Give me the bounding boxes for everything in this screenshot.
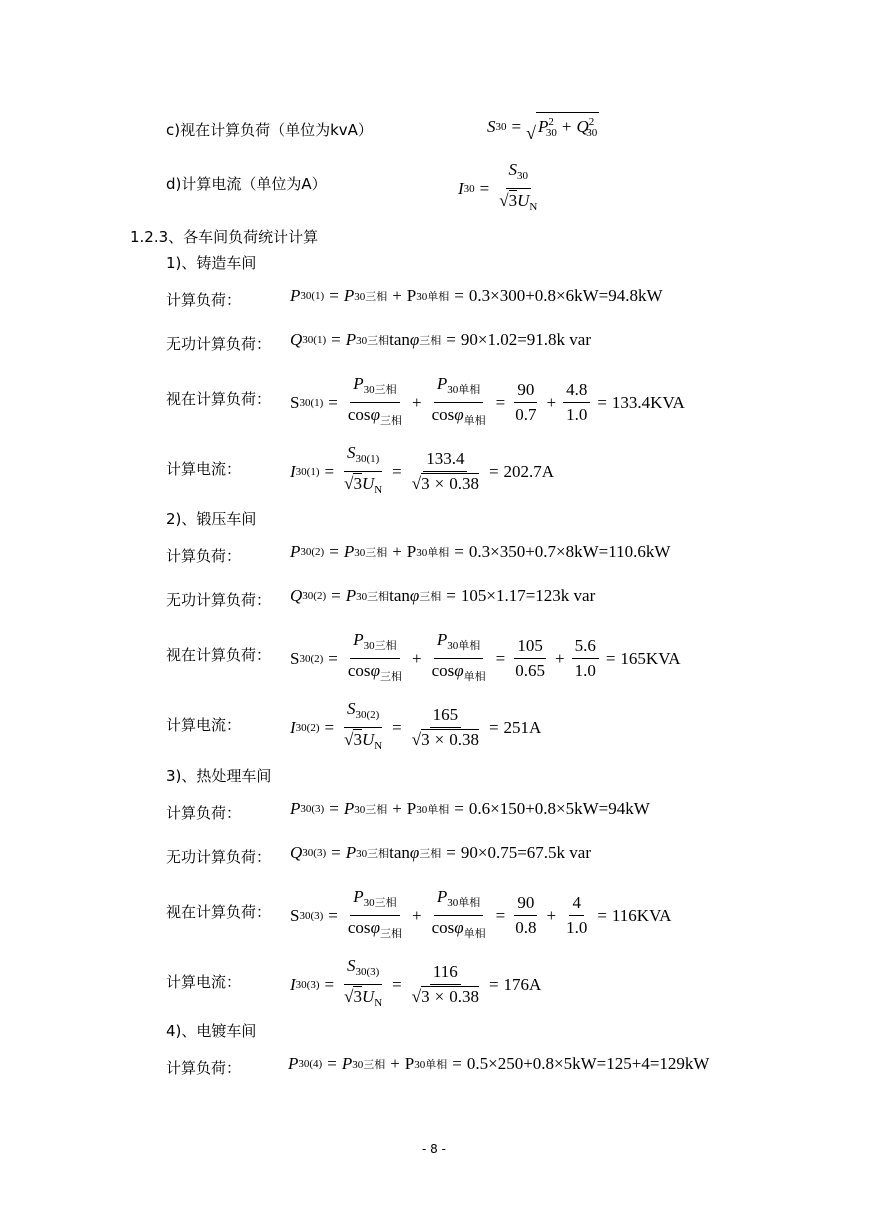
section-heading: 1.2.3、各车间负荷统计计算	[130, 228, 319, 246]
current-formula: I 30 = $\frac{S_{30}}{√3U_N}$	[458, 160, 538, 213]
label-apparent-load: 视在计算负荷：	[166, 646, 272, 664]
workshop-title: 3)、热处理车间	[166, 767, 272, 785]
reactive-load-formula: Q 30(3) = P 30三相 tan φ 三相 = 90×0.75=67.5k var	[290, 843, 592, 862]
reactive-load-formula: Q 30(2) = P 30三相 tan φ 三相 = 105×1.17=123k var	[290, 586, 596, 605]
label-apparent-load: 视在计算负荷：	[166, 390, 272, 408]
page-number: - 8 -	[422, 1142, 446, 1156]
label-current: 计算电流：	[166, 716, 242, 734]
label-active-load: 计算负荷：	[166, 1059, 242, 1077]
label-reactive-load: 无功计算负荷：	[166, 591, 272, 609]
label-reactive-load: 无功计算负荷：	[166, 335, 272, 353]
active-load-formula: P 30(3) = P 30三相 + P 30单相 = 0.6×150+0.8×5kW=94kW	[290, 799, 650, 818]
label-active-load: 计算负荷：	[166, 804, 242, 822]
label-apparent-load: 视在计算负荷：	[166, 903, 272, 921]
apparent-power-formula: S 30 = √ $P^2_{30} + Q^2_{30}$	[487, 112, 599, 142]
label-active-load: 计算负荷：	[166, 547, 242, 565]
apparent-load-formula: S 30(2) = $\frac{P_{30三相}}{\cos\varphi_{三相}}$ + $\frac{P_{30单相}}{\cos\varphi_{单相}}$ = $\frac{105}{0.65}$ + $\frac{5.6}{1.0}$ = 165KVA	[290, 630, 681, 683]
reactive-load-formula: Q 30(1) = P 30三相 tan φ 三相 = 90×1.02=91.8k var	[290, 330, 592, 349]
workshop-title: 1)、铸造车间	[166, 254, 257, 272]
label-current: 计算电流：	[166, 460, 242, 478]
active-load-formula: P 30(1) = P 30三相 + P 30单相 = 0.3×300+0.8×6kW=94.8kW	[290, 286, 663, 305]
item-d-label: d)计算电流（单位为A）	[166, 175, 327, 193]
label-current: 计算电流：	[166, 973, 242, 991]
active-load-formula: P 30(2) = P 30三相 + P 30单相 = 0.3×350+0.7×8kW=110.6kW	[290, 542, 671, 561]
workshop-title: 4)、电镀车间	[166, 1022, 257, 1040]
label-reactive-load: 无功计算负荷：	[166, 848, 272, 866]
current-formula: I 30(1) = $\frac{S_{30(1)}}{√3U_N}$ = $\frac{133.4}{√3 \times 0.38}$ = 202.7A	[290, 443, 555, 496]
workshop-title: 2)、锻压车间	[166, 510, 257, 528]
apparent-load-formula: S 30(3) = $\frac{P_{30三相}}{\cos\varphi_{三相}}$ + $\frac{P_{30单相}}{\cos\varphi_{单相}}$ = $\frac{90}{0.8}$ + $\frac{4}{1.0}$ = 116KVA	[290, 887, 672, 940]
label-active-load: 计算负荷：	[166, 291, 242, 309]
current-formula: I 30(3) = $\frac{S_{30(3)}}{√3U_N}$ = $\frac{116}{√3 \times 0.38}$ = 176A	[290, 956, 542, 1009]
item-c-label: c)视在计算负荷（单位为kvA）	[166, 121, 373, 139]
active-load-formula: P 30(4) = P 30三相 + P 30单相 = 0.5×250+0.8×5kW=125+4=129kW	[288, 1054, 710, 1073]
apparent-load-formula: S 30(1) = $\frac{P_{30三相}}{\cos\varphi_{三相}}$ + $\frac{P_{30单相}}{\cos\varphi_{单相}}$ = $\frac{90}{0.7}$ + $\frac{4.8}{1.0}$ = 133.4KVA	[290, 374, 685, 427]
current-formula: I 30(2) = $\frac{S_{30(2)}}{√3U_N}$ = $\frac{165}{√3 \times 0.38}$ = 251A	[290, 699, 542, 752]
